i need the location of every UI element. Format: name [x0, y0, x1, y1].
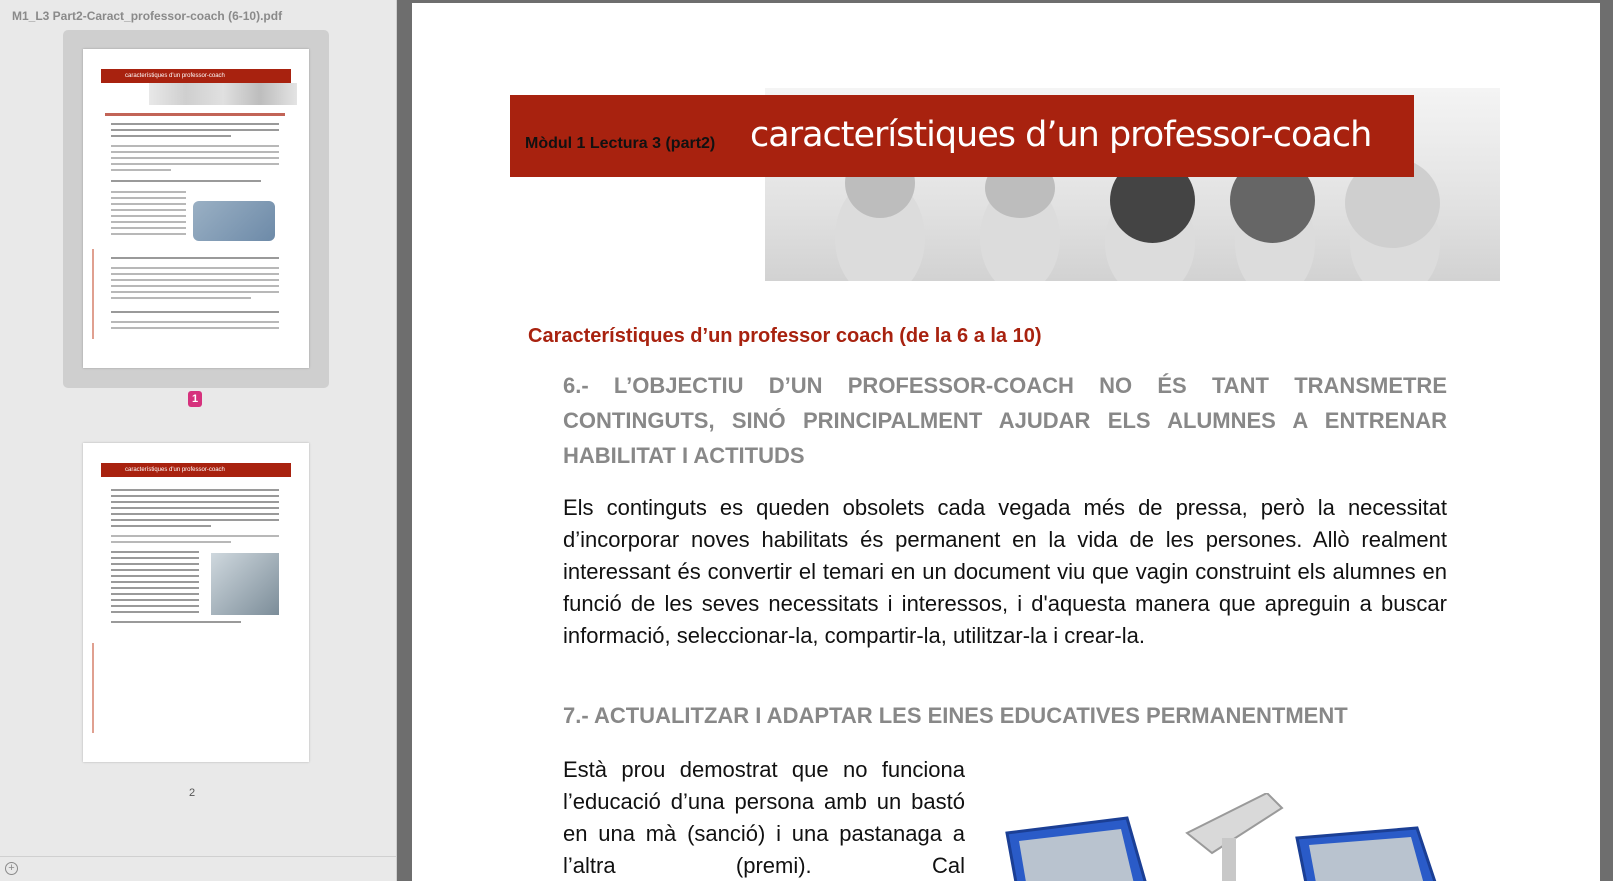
thumbnail-banner: característiques d'un professor-coach	[101, 463, 291, 477]
thumbnail-text-line	[111, 311, 279, 313]
thumbnail-text-line	[111, 267, 279, 269]
add-icon[interactable]: +	[5, 862, 18, 875]
page-label-2: 2	[189, 787, 196, 799]
banner-title: característiques d’un professor-coach	[750, 115, 1372, 155]
paragraph-point-6: Els continguts es queden obsolets cada vegada més de pressa, però la necessitat d’incorporar noves habilitats és permanent en la vida de les persones. Allò realment interessant és convertir el temari en un document viu que vagin construint els alumnes en funció de les seves necessitats i interessos, i d'aquesta manera que apreguin a buscar informació, seleccionar-la, compartir-la, utilitzar-la i crear-la.	[563, 495, 1447, 648]
thumbnail-text-line	[111, 593, 199, 595]
thumbnail-text-line	[111, 279, 279, 281]
pdf-page	[412, 3, 1600, 881]
thumbnail-text-line	[111, 519, 279, 521]
thumbnail-text-line	[111, 233, 186, 235]
thumbnail-text-line	[111, 227, 186, 229]
heading-point-7: 7.- ACTUALITZAR I ADAPTAR LES EINES EDUCATIVES PERMANENTMENT	[563, 703, 1348, 728]
thumbnail-text-line	[111, 157, 279, 159]
page-label-1: 1	[188, 391, 202, 407]
thumbnail-text-line	[111, 507, 279, 509]
thumbnail-text-line	[111, 197, 186, 199]
page-thumbnail-1[interactable]	[83, 49, 309, 368]
thumbnail-text-line	[111, 163, 279, 165]
signpost-illustration	[997, 793, 1447, 881]
banner-module-label: Mòdul 1 Lectura 3 (part2)	[525, 135, 716, 152]
thumbnail-text-line	[111, 535, 279, 537]
thumbnail-text-line	[111, 581, 199, 583]
thumbnail-text-line	[111, 575, 199, 577]
document-title: M1_L3 Part2-Caract_professor-coach (6-10).pdf	[12, 9, 283, 23]
thumbnail-header-image	[149, 83, 297, 105]
thumbnail-text-line	[111, 123, 279, 125]
thumbnail-text-line	[111, 321, 279, 323]
page-thumbnail-2[interactable]	[83, 443, 309, 762]
thumbnail-text-line	[111, 605, 199, 607]
thumbnail-text-line	[111, 551, 199, 553]
paragraph-point-7: Està prou demostrat que no funciona l’educació d’una persona amb un bastó en una mà (sanció) i una pastanaga a l’altra (premi). Cal	[563, 757, 965, 878]
thumbnail-text-line	[111, 495, 279, 497]
thumbnail-text-line	[111, 541, 231, 543]
thumbnail-text-line	[111, 611, 199, 613]
thumbnail-text-line	[111, 569, 199, 571]
thumbnail-banner: característiques d'un professor-coach	[101, 69, 291, 83]
document-view[interactable]	[397, 0, 1613, 881]
thumbnail-text-line	[111, 563, 199, 565]
thumbnail-text-line	[111, 501, 279, 503]
thumbnail-text-line	[111, 169, 171, 171]
thumbnail-text-line	[111, 257, 279, 259]
heading-point-6: 6.- L’OBJECTIU D’UN PROFESSOR-COACH NO ÉS TANT TRANSMETRE CONTINGUTS, SINÓ PRINCIPALMENT AJUDAR ELS ALUMNES A ENTRENAR HABILITAT I ACTITUDS	[563, 373, 1447, 468]
sidebar-divider	[0, 856, 397, 857]
thumbnail-text-line	[111, 129, 279, 131]
page-banner	[510, 95, 1414, 177]
thumbnail-side-label	[92, 249, 94, 339]
thumbnail-text-line	[111, 221, 186, 223]
thumbnail-text-line	[111, 327, 279, 329]
thumbnail-text-line	[111, 191, 186, 193]
thumbnail-text-line	[111, 621, 241, 623]
thumbnail-sidebar	[0, 0, 397, 881]
thumbnail-text-line	[111, 525, 211, 527]
thumbnail-text-line	[111, 203, 186, 205]
thumbnail-text-line	[111, 513, 279, 515]
thumbnail-text-line	[111, 151, 279, 153]
thumbnail-text-line	[111, 209, 186, 211]
thumbnail-text-line	[111, 297, 251, 299]
thumbnail-text-line	[111, 273, 279, 275]
thumbnail-text-line	[111, 135, 231, 137]
thumbnail-text-line	[111, 489, 279, 491]
thumbnail-heading	[105, 113, 285, 116]
thumbnail-text-line	[111, 145, 279, 147]
thumbnail-text-line	[111, 285, 279, 287]
thumbnail-signpost-image	[193, 201, 275, 241]
thumbnail-text-line	[111, 215, 186, 217]
thumbnail-text-line	[111, 180, 261, 182]
thumbnail-text-line	[111, 587, 199, 589]
thumbnail-text-line	[111, 291, 279, 293]
thumbnail-side-label	[92, 643, 94, 733]
thumbnail-text-line	[111, 599, 199, 601]
thumbnail-children-photo	[211, 553, 279, 615]
section-title: Característiques d’un professor coach (de la 6 a la 10)	[528, 325, 1042, 347]
thumbnail-text-line	[111, 557, 199, 559]
